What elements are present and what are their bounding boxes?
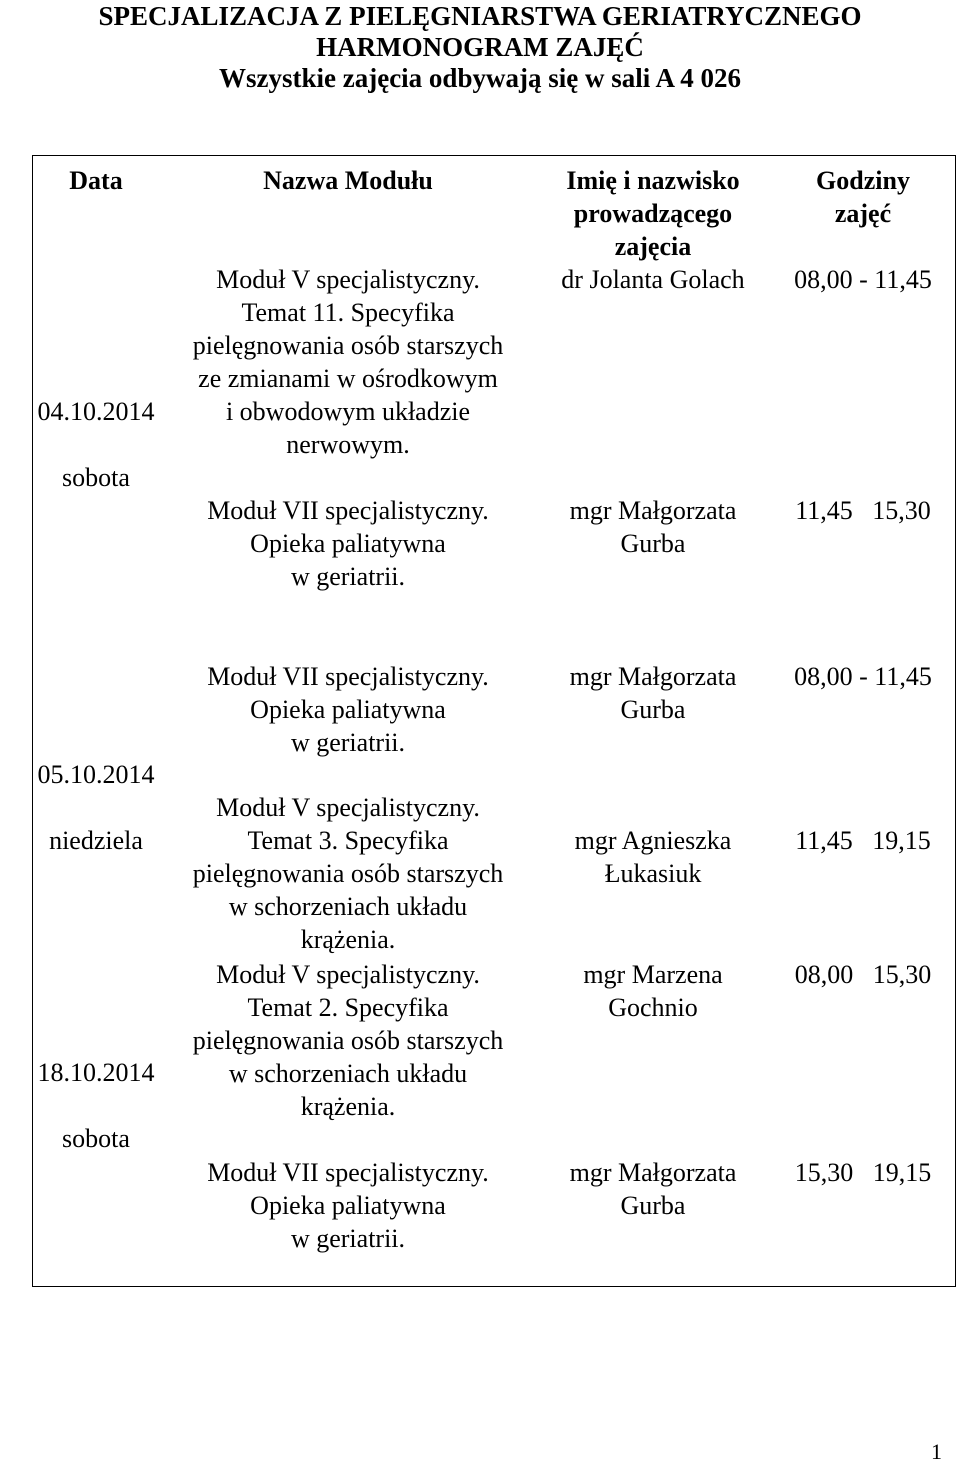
day-date: 05.10.2014 (37, 760, 155, 789)
module-line: Temat 11. Specyfika (241, 298, 455, 327)
module-line: w schorzeniach układu (228, 892, 468, 921)
module-line: Temat 2. Specyfika (247, 993, 449, 1022)
instructor-line: Gochnio (608, 993, 698, 1022)
col-header-hours-line: Godziny (816, 166, 910, 195)
module-line: Moduł V specjalistyczny. (216, 265, 480, 294)
module-line: Opieka paliatywna (250, 529, 446, 558)
module-line: Moduł VII specjalistyczny. (207, 662, 489, 691)
day-date: 04.10.2014 (37, 397, 155, 426)
instructor-line: mgr Małgorzata (569, 1158, 737, 1187)
instructor-line: mgr Marzena (583, 960, 723, 989)
module-line: w geriatrii. (290, 562, 406, 591)
instructor-line: Gurba (620, 529, 686, 558)
module-line: krążenia. (300, 925, 396, 954)
module-line: w geriatrii. (290, 1224, 406, 1253)
instructor-line: Gurba (620, 1191, 686, 1220)
module-line: krążenia. (300, 1092, 396, 1121)
day-date: 18.10.2014 (37, 1058, 155, 1087)
session-hours: 11,45 15,30 (795, 496, 931, 525)
module-line: pielęgnowania osób starszych (192, 859, 504, 888)
col-header-instructor-line: Imię i nazwisko (566, 166, 740, 195)
module-line: Opieka paliatywna (250, 695, 446, 724)
module-line: w schorzeniach układu (228, 1059, 468, 1088)
page-number: 1 (931, 1439, 942, 1464)
day-weekday: sobota (62, 1124, 130, 1153)
module-line: Moduł VII specjalistyczny. (207, 496, 489, 525)
session-hours: 11,45 19,15 (795, 826, 931, 855)
session-hours: 08,00 - 11,45 (794, 265, 932, 294)
session-hours: 08,00 15,30 (794, 960, 932, 989)
module-line: nerwowym. (286, 430, 410, 459)
col-header-hours-line: zajęć (834, 199, 892, 228)
module-line: i obwodowym układzie (225, 397, 471, 426)
instructor-line: Łukasiuk (604, 859, 702, 888)
col-header-module: Nazwa Modułu (263, 166, 433, 195)
day-weekday: niedziela (49, 826, 143, 855)
module-line: ze zmianami w ośrodkowym (198, 364, 498, 393)
col-header-instructor-line: prowadzącego (573, 199, 733, 228)
instructor-line: mgr Małgorzata (569, 496, 737, 525)
module-line: Moduł VII specjalistyczny. (207, 1158, 489, 1187)
module-line: pielęgnowania osób starszych (192, 331, 504, 360)
page-subtitle: HARMONOGRAM ZAJĘĆ (316, 32, 644, 62)
col-header-instructor-line: zajęcia (614, 232, 692, 261)
module-line: Moduł V specjalistyczny. (216, 960, 480, 989)
session-hours: 15,30 19,15 (794, 1158, 932, 1187)
instructor-line: mgr Agnieszka (574, 826, 732, 855)
module-line: Moduł V specjalistyczny. (216, 793, 480, 822)
module-line: pielęgnowania osób starszych (192, 1026, 504, 1055)
module-line: Opieka paliatywna (250, 1191, 446, 1220)
instructor-line: mgr Małgorzata (569, 662, 737, 691)
instructor-line: Gurba (620, 695, 686, 724)
session-hours: 08,00 - 11,45 (794, 662, 932, 691)
module-line: w geriatrii. (290, 728, 406, 757)
module-line: Temat 3. Specyfika (247, 826, 449, 855)
day-weekday: sobota (62, 463, 130, 492)
room-info: Wszystkie zajęcia odbywają się w sali A 4 026 (219, 63, 741, 93)
instructor-line: dr Jolanta Golach (561, 265, 745, 294)
col-header-date: Data (69, 166, 123, 195)
page-title: SPECJALIZACJA Z PIELĘGNIARSTWA GERIATRYCZNEGO (98, 1, 862, 31)
